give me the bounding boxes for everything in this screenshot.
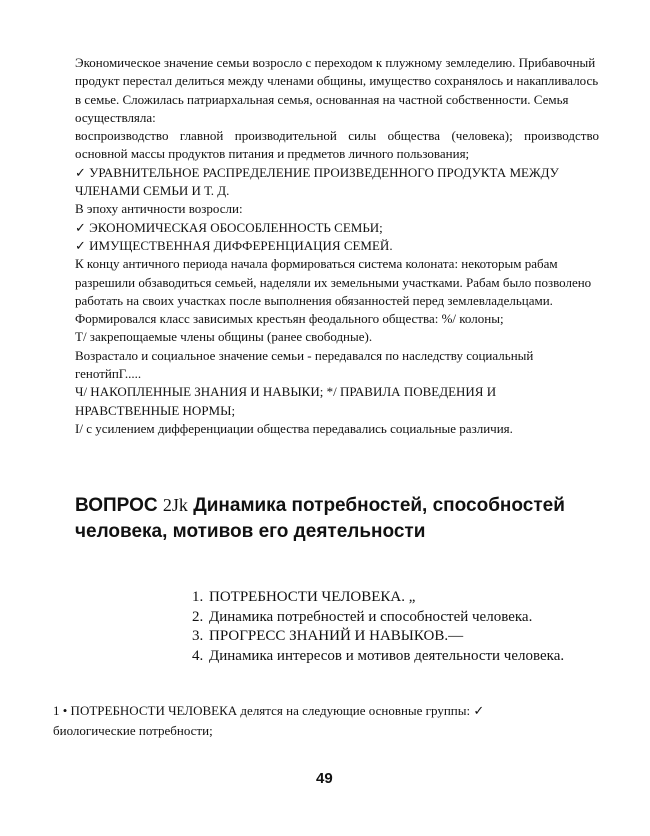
- paragraph-antiquity: В эпоху античности возросли:: [75, 201, 243, 217]
- list-item: [192, 647, 612, 667]
- paragraph-colonate: К концу античного периода начала формироваться система колоната: некоторым рабам разрешили обзаводиться семьей, наделяли их земельными участками. Рабам было позволено работать на своих участках после выполнения обязанностей перед землевладельцами. Формировался класс зависимых крестьян феодального общества: %/ колоны;: [75, 256, 592, 327]
- body-text: [75, 54, 599, 438]
- paragraph-property-differentiation: ✓ ИМУЩЕСТВЕННАЯ ДИФФЕРЕНЦИАЦИЯ СЕМЕЙ.: [75, 237, 393, 253]
- needs-groups-line: 1 • ПОТРЕБНОСТИ ЧЕЛОВЕКА делятся на следующие основные группы: ✓: [53, 703, 485, 718]
- list-item-text: ПОТРЕБНОСТИ ЧЕЛОВЕКА. „: [209, 589, 416, 605]
- list-item-number: 2.: [192, 608, 204, 625]
- paragraph-reproduction: воспроизводство главной производительной силы общества (человека); производство основной массы продуктов питания и предметов личного пользования;: [75, 128, 599, 162]
- list-item: [192, 588, 612, 608]
- contents-list: [192, 588, 612, 666]
- heading-number: 2Jk: [162, 495, 188, 515]
- list-item: [192, 627, 612, 647]
- heading-prefix: ВОПРОС: [75, 495, 158, 516]
- list-item-number: 3.: [192, 628, 204, 644]
- list-item-number: 4.: [192, 647, 204, 664]
- paragraph-distribution: ✓ УРАВНИТЕЛЬНОЕ РАСПРЕДЕЛЕНИЕ ПРОИЗВЕДЕННОГО ПРОДУКТА МЕЖДУ ЧЛЕНАМИ СЕМЬИ И Т. Д.: [75, 164, 559, 199]
- list-item-text: Динамика потребностей и способностей человека.: [209, 608, 533, 625]
- heading-title: Динамика потребностей, способностей человека, мотивов его деятельности: [75, 495, 565, 542]
- list-item-number: 1.: [192, 589, 204, 605]
- paragraph-social-differences: I/ с усилением дифференциации общества передавались социальные различия.: [75, 420, 513, 436]
- list-item: [192, 608, 612, 628]
- biological-needs-line: биологические потребности;: [53, 723, 213, 738]
- paragraph-economic-isolation: ✓ ЭКОНОМИЧЕСКАЯ ОБОСОБЛЕННОСТЬ СЕМЬИ;: [75, 219, 383, 235]
- list-item-text: ПРОГРЕСС ЗНАНИЙ И НАВЫКОВ.—: [209, 628, 464, 644]
- paragraph-enserfed: Т/ закрепощаемые члены общины (ранее свободные).: [75, 329, 373, 345]
- paragraph-social-role: Возрастало и социальное значение семьи - передавался по наследству социальный генотйпГ.....: [75, 347, 534, 382]
- section-heading: [75, 492, 605, 545]
- paragraph-knowledge-norms: Ч/ НАКОПЛЕННЫЕ ЗНАНИЯ И НАВЫКИ; */ ПРАВИЛА ПОВЕДЕНИЯ И НРАВСТВЕННЫЕ НОРМЫ;: [75, 384, 497, 418]
- page-number: 49: [316, 770, 333, 787]
- list-item-text: Динамика интересов и мотивов деятельности человека.: [209, 647, 565, 664]
- paragraph-family-economy: Экономическое значение семьи возросло с переходом к плужному земледелию. Прибавочный продукт перестал делиться между членами общины, имущество сохранялось и накапливалось в семье. Сложилась патриархальная семья, основанная на частной собственности. Семья осуществляла:: [75, 55, 599, 125]
- needs-groups-text: [53, 701, 613, 741]
